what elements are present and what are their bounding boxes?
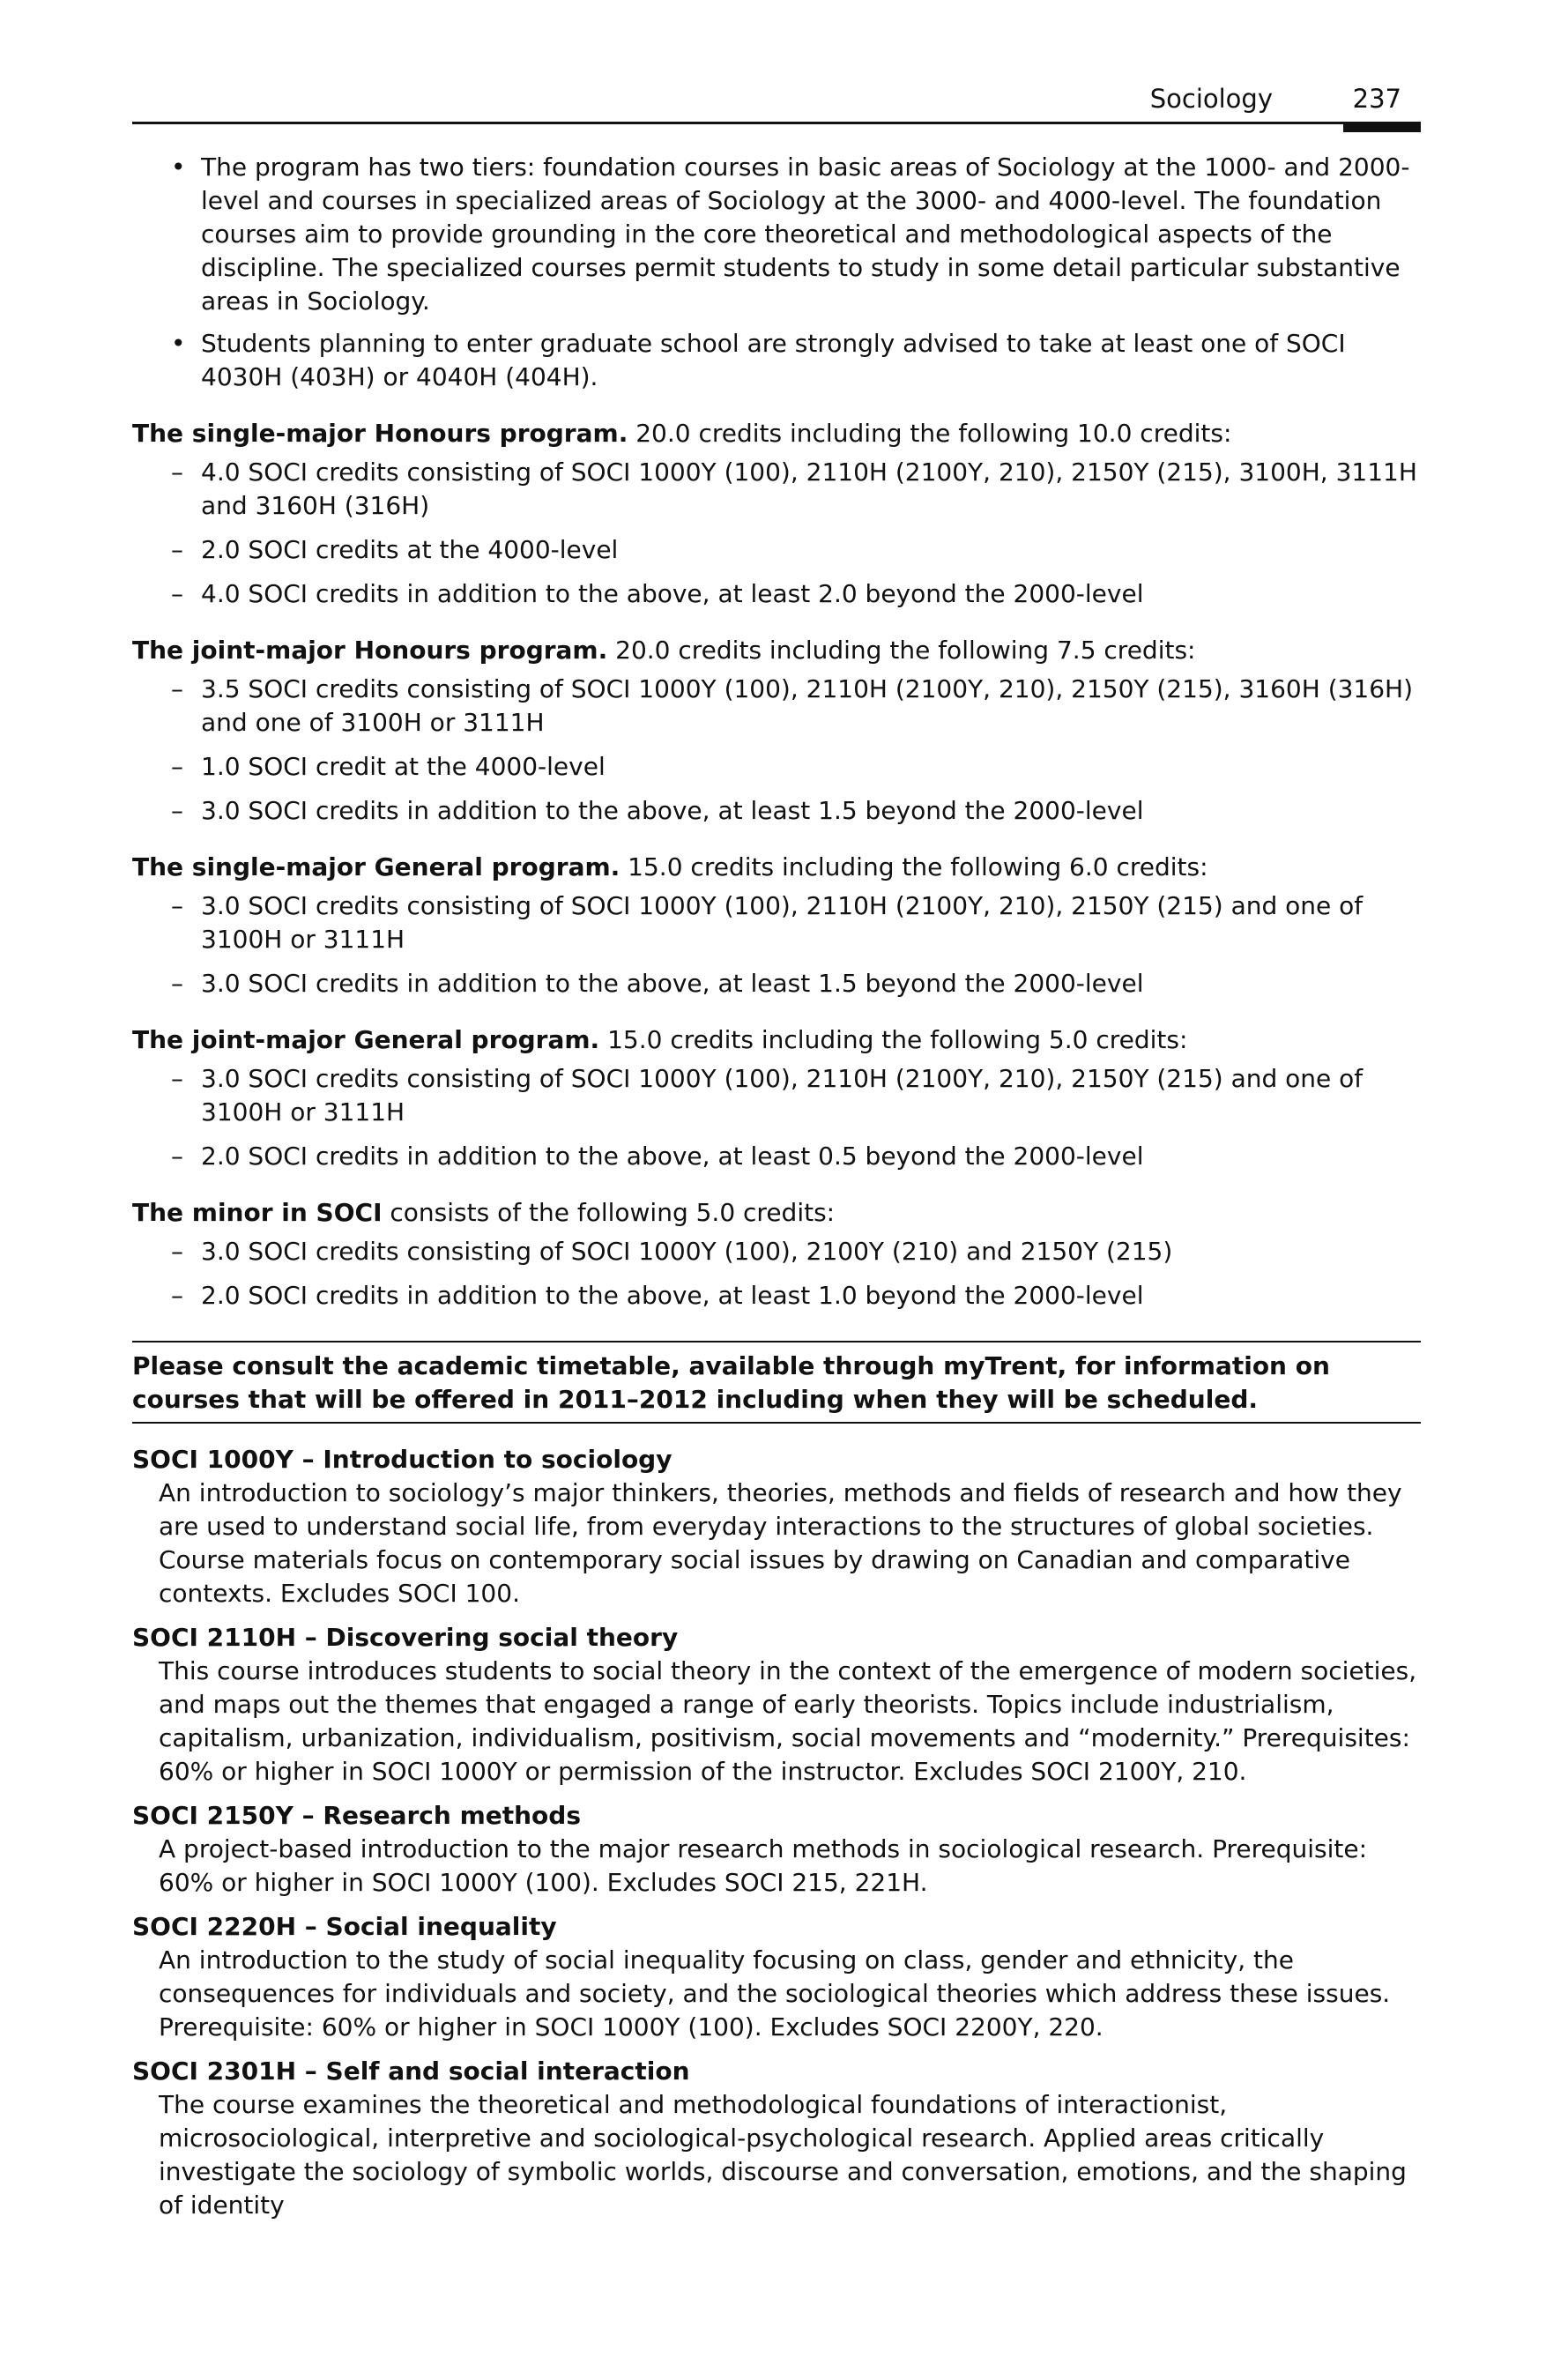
course-list bbox=[132, 1443, 1421, 2222]
requirement-list bbox=[132, 889, 1421, 1000]
requirement-text: 4.0 SOCI credits in addition to the above, at least 2.0 beyond the 2000-level bbox=[201, 579, 1144, 608]
course-entry bbox=[132, 1621, 1421, 1789]
program-heading bbox=[132, 851, 1421, 884]
requirement-text: 2.0 SOCI credits in addition to the above, at least 1.0 beyond the 2000-level bbox=[201, 1281, 1144, 1310]
program-title: The joint-major Honours program. bbox=[132, 636, 608, 665]
program-heading bbox=[132, 1023, 1421, 1057]
dash-icon: – bbox=[171, 1281, 183, 1310]
course-title: SOCI 1000Y – Introduction to sociology bbox=[132, 1445, 672, 1474]
running-head bbox=[132, 79, 1421, 124]
list-item bbox=[132, 967, 1421, 1000]
list-item bbox=[132, 1062, 1421, 1129]
requirement-text: 3.0 SOCI credits in addition to the above, at least 1.5 beyond the 2000-level bbox=[201, 796, 1144, 825]
header-bar bbox=[1343, 122, 1421, 132]
requirement-text: 4.0 SOCI credits consisting of SOCI 1000Y (100), 2110H (2100Y, 210), 2150Y (215), 3100H, 3111H and 3160H (316H) bbox=[201, 457, 1417, 520]
page-content bbox=[132, 151, 1421, 2222]
page-number: 237 bbox=[1352, 84, 1401, 114]
list-item bbox=[132, 327, 1421, 394]
requirement-text: 3.0 SOCI credits consisting of SOCI 1000Y (100), 2100Y (210) and 2150Y (215) bbox=[201, 1237, 1173, 1266]
program-joint-major-general bbox=[132, 1023, 1421, 1173]
program-summary: 20.0 credits including the following 7.5 credits: bbox=[607, 636, 1196, 665]
list-item bbox=[132, 750, 1421, 784]
dash-icon: – bbox=[171, 457, 183, 487]
course-description: A project-based introduction to the major research methods in sociological research. Prerequisite: 60% or higher in SOCI 1000Y (100). Excludes SOCI 215, 221H. bbox=[159, 1834, 1368, 1897]
list-item bbox=[132, 533, 1421, 567]
dash-icon: – bbox=[171, 796, 183, 825]
intro-bullet-text: Students planning to enter graduate school are strongly advised to take at least one of SOCI 4030H (403H) or 4040H (404H). bbox=[201, 329, 1346, 391]
running-head-section: Sociology bbox=[1149, 84, 1273, 114]
program-title: The joint-major General program. bbox=[132, 1025, 600, 1054]
course-entry bbox=[132, 1910, 1421, 2044]
list-item bbox=[132, 794, 1421, 828]
course-description: The course examines the theoretical and methodological foundations of interactionist, microsociological, interpretive and sociological-psychological research. Applied areas critically investigate the sociology of symbolic worlds, discourse and conversation, emotions, and the shaping of identity bbox=[159, 2090, 1407, 2220]
dash-icon: – bbox=[171, 1064, 183, 1093]
program-summary: 20.0 credits including the following 10.0 credits: bbox=[628, 419, 1232, 448]
course-description: This course introduces students to social theory in the context of the emergence of modern societies, and maps out the themes that engaged a range of early theorists. Topics include industrialism, capitalism, urbanization, individualism, positivism, social movements and “modernity.” Prerequisites: 60% or higher in SOCI 1000Y or permission of the instructor. Excludes SOCI 2100Y, 210. bbox=[159, 1656, 1417, 1786]
list-item bbox=[132, 1279, 1421, 1313]
dash-icon: – bbox=[171, 1142, 183, 1171]
list-item bbox=[132, 889, 1421, 956]
requirement-text: 2.0 SOCI credits in addition to the above, at least 0.5 beyond the 2000-level bbox=[201, 1142, 1144, 1171]
list-item bbox=[132, 577, 1421, 611]
dash-icon: – bbox=[171, 535, 183, 564]
program-title: The single-major General program. bbox=[132, 852, 620, 881]
requirement-text: 3.0 SOCI credits in addition to the above, at least 1.5 beyond the 2000-level bbox=[201, 969, 1144, 998]
program-summary: consists of the following 5.0 credits: bbox=[382, 1198, 836, 1227]
requirement-text: 3.0 SOCI credits consisting of SOCI 1000Y (100), 2110H (2100Y, 210), 2150Y (215) and one of 3100H or 3111H bbox=[201, 891, 1364, 954]
list-item bbox=[132, 1140, 1421, 1173]
requirement-list bbox=[132, 673, 1421, 828]
list-item bbox=[132, 1235, 1421, 1268]
intro-bullet-text: The program has two tiers: foundation courses in basic areas of Sociology at the 1000- and 2000-level and courses in specialized areas of Sociology at the 3000- and 4000-level. The foundation courses aim to provide grounding in the core theoretical and methodological aspects of the discipline. The specialized courses permit students to study in some detail particular substantive areas in Sociology. bbox=[201, 152, 1410, 316]
requirement-list bbox=[132, 456, 1421, 611]
dash-icon: – bbox=[171, 579, 183, 608]
dash-icon: – bbox=[171, 891, 183, 920]
dash-icon: – bbox=[171, 752, 183, 781]
requirement-text: 1.0 SOCI credit at the 4000-level bbox=[201, 752, 606, 781]
course-entry bbox=[132, 1799, 1421, 1900]
course-title: SOCI 2301H – Self and social interaction bbox=[132, 2056, 690, 2086]
bullet-icon: • bbox=[171, 152, 186, 182]
program-single-major-honours bbox=[132, 417, 1421, 611]
course-description: An introduction to the study of social inequality focusing on class, gender and ethnicity, the consequences for individuals and society, and the sociological theories which address these issues. Prerequisite: 60% or higher in SOCI 1000Y (100). Excludes SOCI 2200Y, 220. bbox=[159, 1945, 1391, 2042]
page bbox=[132, 79, 1421, 2233]
requirement-list bbox=[132, 1062, 1421, 1173]
program-heading bbox=[132, 1196, 1421, 1230]
program-heading bbox=[132, 417, 1421, 450]
requirement-text: 3.0 SOCI credits consisting of SOCI 1000Y (100), 2110H (2100Y, 210), 2150Y (215) and one of 3100H or 3111H bbox=[201, 1064, 1364, 1127]
list-item bbox=[132, 456, 1421, 523]
program-joint-major-honours bbox=[132, 634, 1421, 828]
list-item bbox=[132, 673, 1421, 740]
course-entry bbox=[132, 1443, 1421, 1610]
program-single-major-general bbox=[132, 851, 1421, 1000]
program-summary: 15.0 credits including the following 5.0 credits: bbox=[599, 1025, 1188, 1054]
course-entry bbox=[132, 2055, 1421, 2222]
requirement-list bbox=[132, 1235, 1421, 1313]
bullet-icon: • bbox=[171, 329, 186, 358]
course-title: SOCI 2220H – Social inequality bbox=[132, 1912, 557, 1941]
dash-icon: – bbox=[171, 969, 183, 998]
course-description: An introduction to sociology’s major thinkers, theories, methods and fields of research and how they are used to understand social life, from everyday interactions to the structures of global societies. Course materials focus on contemporary social issues by drawing on Canadian and comparative contexts. Excludes SOCI 100. bbox=[159, 1478, 1402, 1608]
program-title: The single-major Honours program. bbox=[132, 419, 628, 448]
course-title: SOCI 2110H – Discovering social theory bbox=[132, 1623, 679, 1652]
program-minor bbox=[132, 1196, 1421, 1313]
course-title: SOCI 2150Y – Research methods bbox=[132, 1801, 582, 1830]
program-heading bbox=[132, 634, 1421, 667]
program-title: The minor in SOCI bbox=[132, 1198, 383, 1227]
requirement-text: 3.5 SOCI credits consisting of SOCI 1000Y (100), 2110H (2100Y, 210), 2150Y (215), 3160H (316H) and one of 3100H or 3111H bbox=[201, 674, 1414, 737]
timetable-notice: Please consult the academic timetable, available through myTrent, for information on courses that will be offered in 2011–2012 including when they will be scheduled. bbox=[132, 1341, 1421, 1424]
dash-icon: – bbox=[171, 674, 183, 703]
dash-icon: – bbox=[171, 1237, 183, 1266]
list-item bbox=[132, 151, 1421, 318]
requirement-text: 2.0 SOCI credits at the 4000-level bbox=[201, 535, 619, 564]
intro-list bbox=[132, 151, 1421, 394]
program-summary: 15.0 credits including the following 6.0 credits: bbox=[620, 852, 1208, 881]
